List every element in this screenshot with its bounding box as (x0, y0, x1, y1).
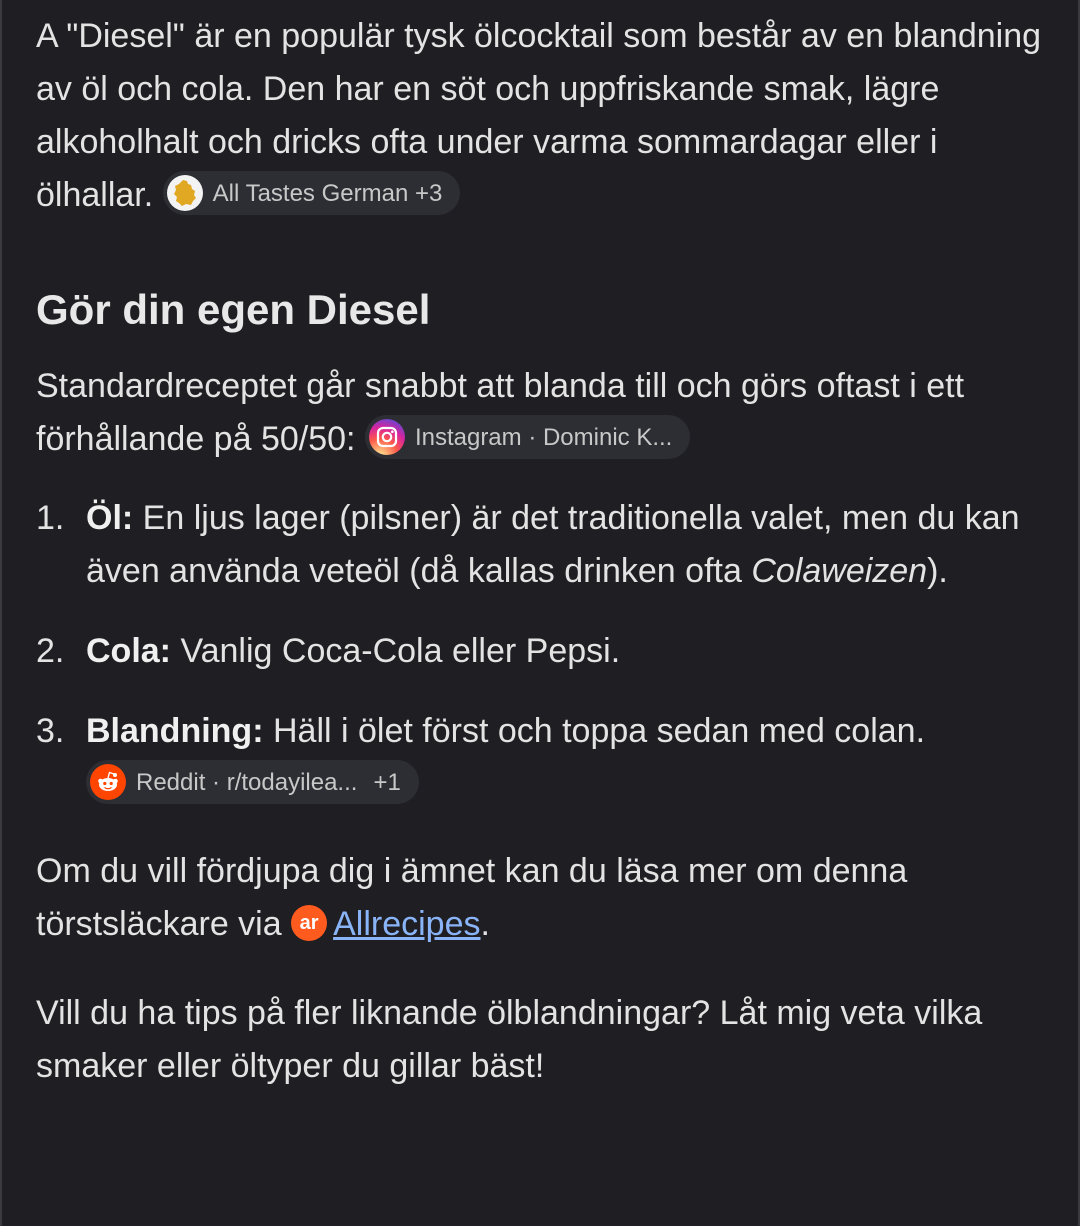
step-text-end: ). (927, 552, 948, 590)
allrecipes-link[interactable]: Allrecipes (333, 905, 481, 943)
source-chip-label: All Tastes German +3 (212, 179, 443, 207)
source-chip-label: Instagram · Dominic K... (414, 423, 673, 451)
step-title: Cola: (86, 632, 171, 670)
step-number: 2. (36, 632, 65, 670)
recipe-steps-list (36, 492, 1056, 811)
source-chip-all-tastes-german[interactable] (163, 171, 461, 215)
list-item-step-1 (36, 492, 1056, 598)
section-heading: Gör din egen Diesel (36, 286, 431, 333)
step-title: Blandning: (86, 712, 264, 750)
intro-text: A "Diesel" är en populär tysk ölcocktail som består av en blandning av öl och cola. Den har en söt och uppfriskande smak, lägre alkoholhalt och dricks ofta under varma sommardagar eller i ölhallar. (36, 17, 1042, 214)
list-item-step-2 (36, 625, 1056, 678)
step-text: Vanlig Coca-Cola eller Pepsi. (180, 632, 621, 670)
more-info-paragraph (36, 845, 1056, 951)
recipe-intro-paragraph (36, 360, 1056, 466)
source-chip-instagram[interactable] (365, 415, 690, 459)
step-text: En ljus lager (pilsner) är det traditionella valet, men du kan även använda veteöl (då kallas drinken ofta (86, 499, 1020, 590)
reddit-icon (90, 764, 126, 800)
step-italic-term: Colaweizen (751, 552, 928, 590)
list-item-step-3 (36, 705, 1056, 811)
recipe-intro-text: Standardreceptet går snabbt att blanda till och görs oftast i ett förhållande på 50/50: (36, 367, 965, 458)
step-title: Öl: (86, 499, 134, 537)
more-info-text: Om du vill fördjupa dig i ämnet kan du läsa mer om denna törstsläckare via (36, 852, 908, 943)
source-chip-label: Reddit · r/todayilea... (136, 768, 358, 796)
step-text: Häll i ölet först och toppa sedan med colan. (272, 712, 926, 750)
source-chip-reddit[interactable] (86, 760, 419, 804)
panel-left-border (0, 0, 2, 1226)
step-number: 3. (36, 712, 65, 750)
allrecipes-logo-icon: ar (291, 905, 327, 941)
closing-paragraph: Vill du ha tips på fler liknande ölblandningar? Låt mig veta vilka smaker eller öltyper du gillar bäst! (36, 994, 983, 1085)
step-number: 1. (36, 499, 65, 537)
more-info-period: . (480, 905, 490, 943)
source-chip-extra-count: +1 (373, 768, 401, 796)
response-content (36, 10, 1056, 1093)
instagram-icon (369, 419, 405, 455)
intro-paragraph (36, 10, 1056, 222)
all-tastes-german-logo-icon (167, 175, 203, 211)
